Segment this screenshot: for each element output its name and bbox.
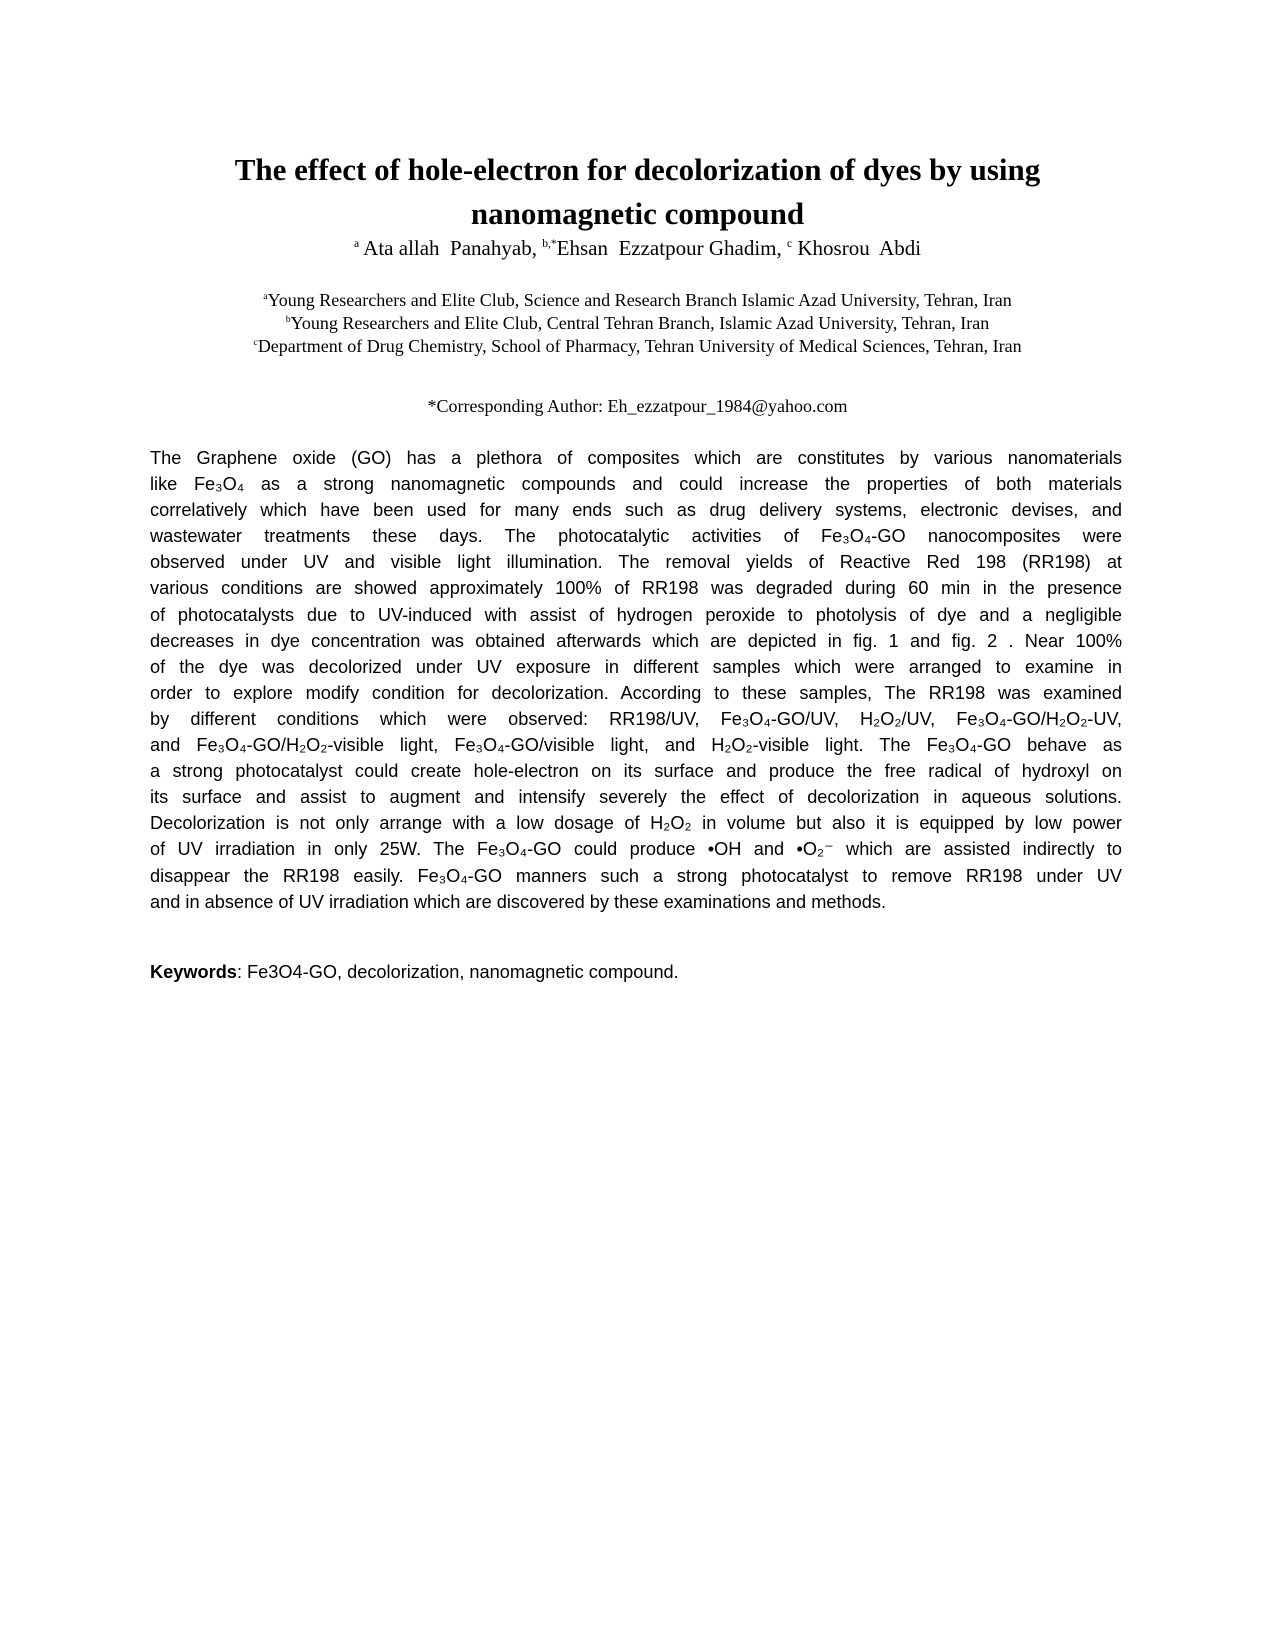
affiliation-c — [120, 335, 1155, 358]
abstract-line: observed under UV and visible light illumination. The removal yields of Reactive Red 198 (RR198) at — [150, 552, 1122, 573]
affiliation-b-mark: b — [285, 314, 291, 325]
affiliation-a-mark: a — [263, 291, 268, 302]
affiliation-b — [120, 312, 1155, 335]
abstract-body — [150, 445, 1122, 915]
keywords-text: : Fe3O4-GO, decolorization, nanomagnetic compound. — [236, 962, 679, 982]
abstract-line: various conditions are showed approximately 100% of RR198 was degraded during 60 min in the presence — [150, 578, 1122, 599]
author-2-name: Ehsan Ezzatpour Ghadim, — [556, 236, 782, 260]
abstract-line: its surface and assist to augment and intensify severely the effect of decolorization in aqueous solutions. — [150, 787, 1122, 808]
abstract-line: correlatively which have been used for many ends such as drug delivery systems, electronic devises, and — [150, 500, 1122, 521]
abstract-line: like Fe₃O₄ as a strong nanomagnetic compounds and could increase the properties of both materials — [150, 474, 1122, 495]
affiliation-c-text: Department of Drug Chemistry, School of Pharmacy, Tehran University of Medical Sciences, Tehran, Iran — [257, 336, 1022, 356]
abstract-line: disappear the RR198 easily. Fe₃O₄-GO manners such a strong photocatalyst to remove RR198 under UV — [150, 865, 1122, 886]
corresponding-author: *Corresponding Author: Eh_ezzatpour_1984@yahoo.com — [427, 396, 848, 416]
paper-title-line-2: nanomagnetic compound — [470, 196, 805, 231]
keywords-label: Keywords — [150, 962, 237, 982]
abstract-line: of the dye was decolorized under UV exposure in different samples which were arranged to examine in — [150, 656, 1122, 677]
affiliation-a — [120, 289, 1155, 312]
author-list — [120, 234, 1155, 262]
abstract-line: by different conditions which were observed: RR198/UV, Fe₃O₄-GO/UV, H₂O₂/UV, Fe₃O₄-GO/H₂O₂-UV, — [150, 708, 1122, 729]
paper-title-line-1: The effect of hole-electron for decolorization of dyes by using — [234, 152, 1041, 187]
abstract-line: and in absence of UV irradiation which are discovered by these examinations and methods. — [150, 891, 887, 912]
author-1-mark: a — [353, 238, 360, 250]
abstract-line: Decolorization is not only arrange with a low dosage of H₂O₂ in volume but also it is equipped by low power — [150, 813, 1122, 834]
abstract-line: a strong photocatalyst could create hole-electron on its surface and produce the free radical of hydroxyl on — [150, 761, 1122, 782]
author-2-mark: b,* — [542, 238, 557, 250]
abstract-line: order to explore modify condition for decolorization. According to these samples, The RR198 was examined — [150, 682, 1122, 703]
abstract-line: decreases in dye concentration was obtained afterwards which are depicted in fig. 1 and fig. 2 . Near 100% — [150, 630, 1122, 651]
abstract-line: wastewater treatments these days. The photocatalytic activities of Fe₃O₄-GO nanocomposites were — [150, 526, 1122, 547]
abstract-line: of UV irradiation in only 25W. The Fe₃O₄-GO could produce •OH and •O₂⁻ which are assisted indirectly to — [150, 839, 1122, 860]
author-3-mark: c — [786, 238, 793, 250]
affiliation-c-mark: c — [253, 337, 258, 348]
keywords — [150, 959, 1122, 985]
affiliation-a-text: Young Researchers and Elite Club, Science and Research Branch Islamic Azad University, Tehran, Iran — [267, 290, 1012, 310]
abstract-line: of photocatalysts due to UV-induced with assist of hydrogen peroxide to photolysis of dye and a negligible — [150, 604, 1122, 625]
author-3-name: Khosrou Abdi — [797, 236, 922, 260]
affiliation-b-text: Young Researchers and Elite Club, Central Tehran Branch, Islamic Azad University, Tehran, Iran — [290, 313, 990, 333]
abstract-line: and Fe₃O₄-GO/H₂O₂-visible light, Fe₃O₄-GO/visible light, and H₂O₂-visible light. The Fe₃O₄-GO behave as — [150, 735, 1122, 756]
abstract-line: The Graphene oxide (GO) has a plethora of composites which are constitutes by various nanomaterials — [150, 448, 1122, 468]
paper-title — [120, 148, 1155, 236]
author-1-name: Ata allah Panahyab, — [363, 236, 537, 260]
affiliation-list — [120, 289, 1155, 358]
